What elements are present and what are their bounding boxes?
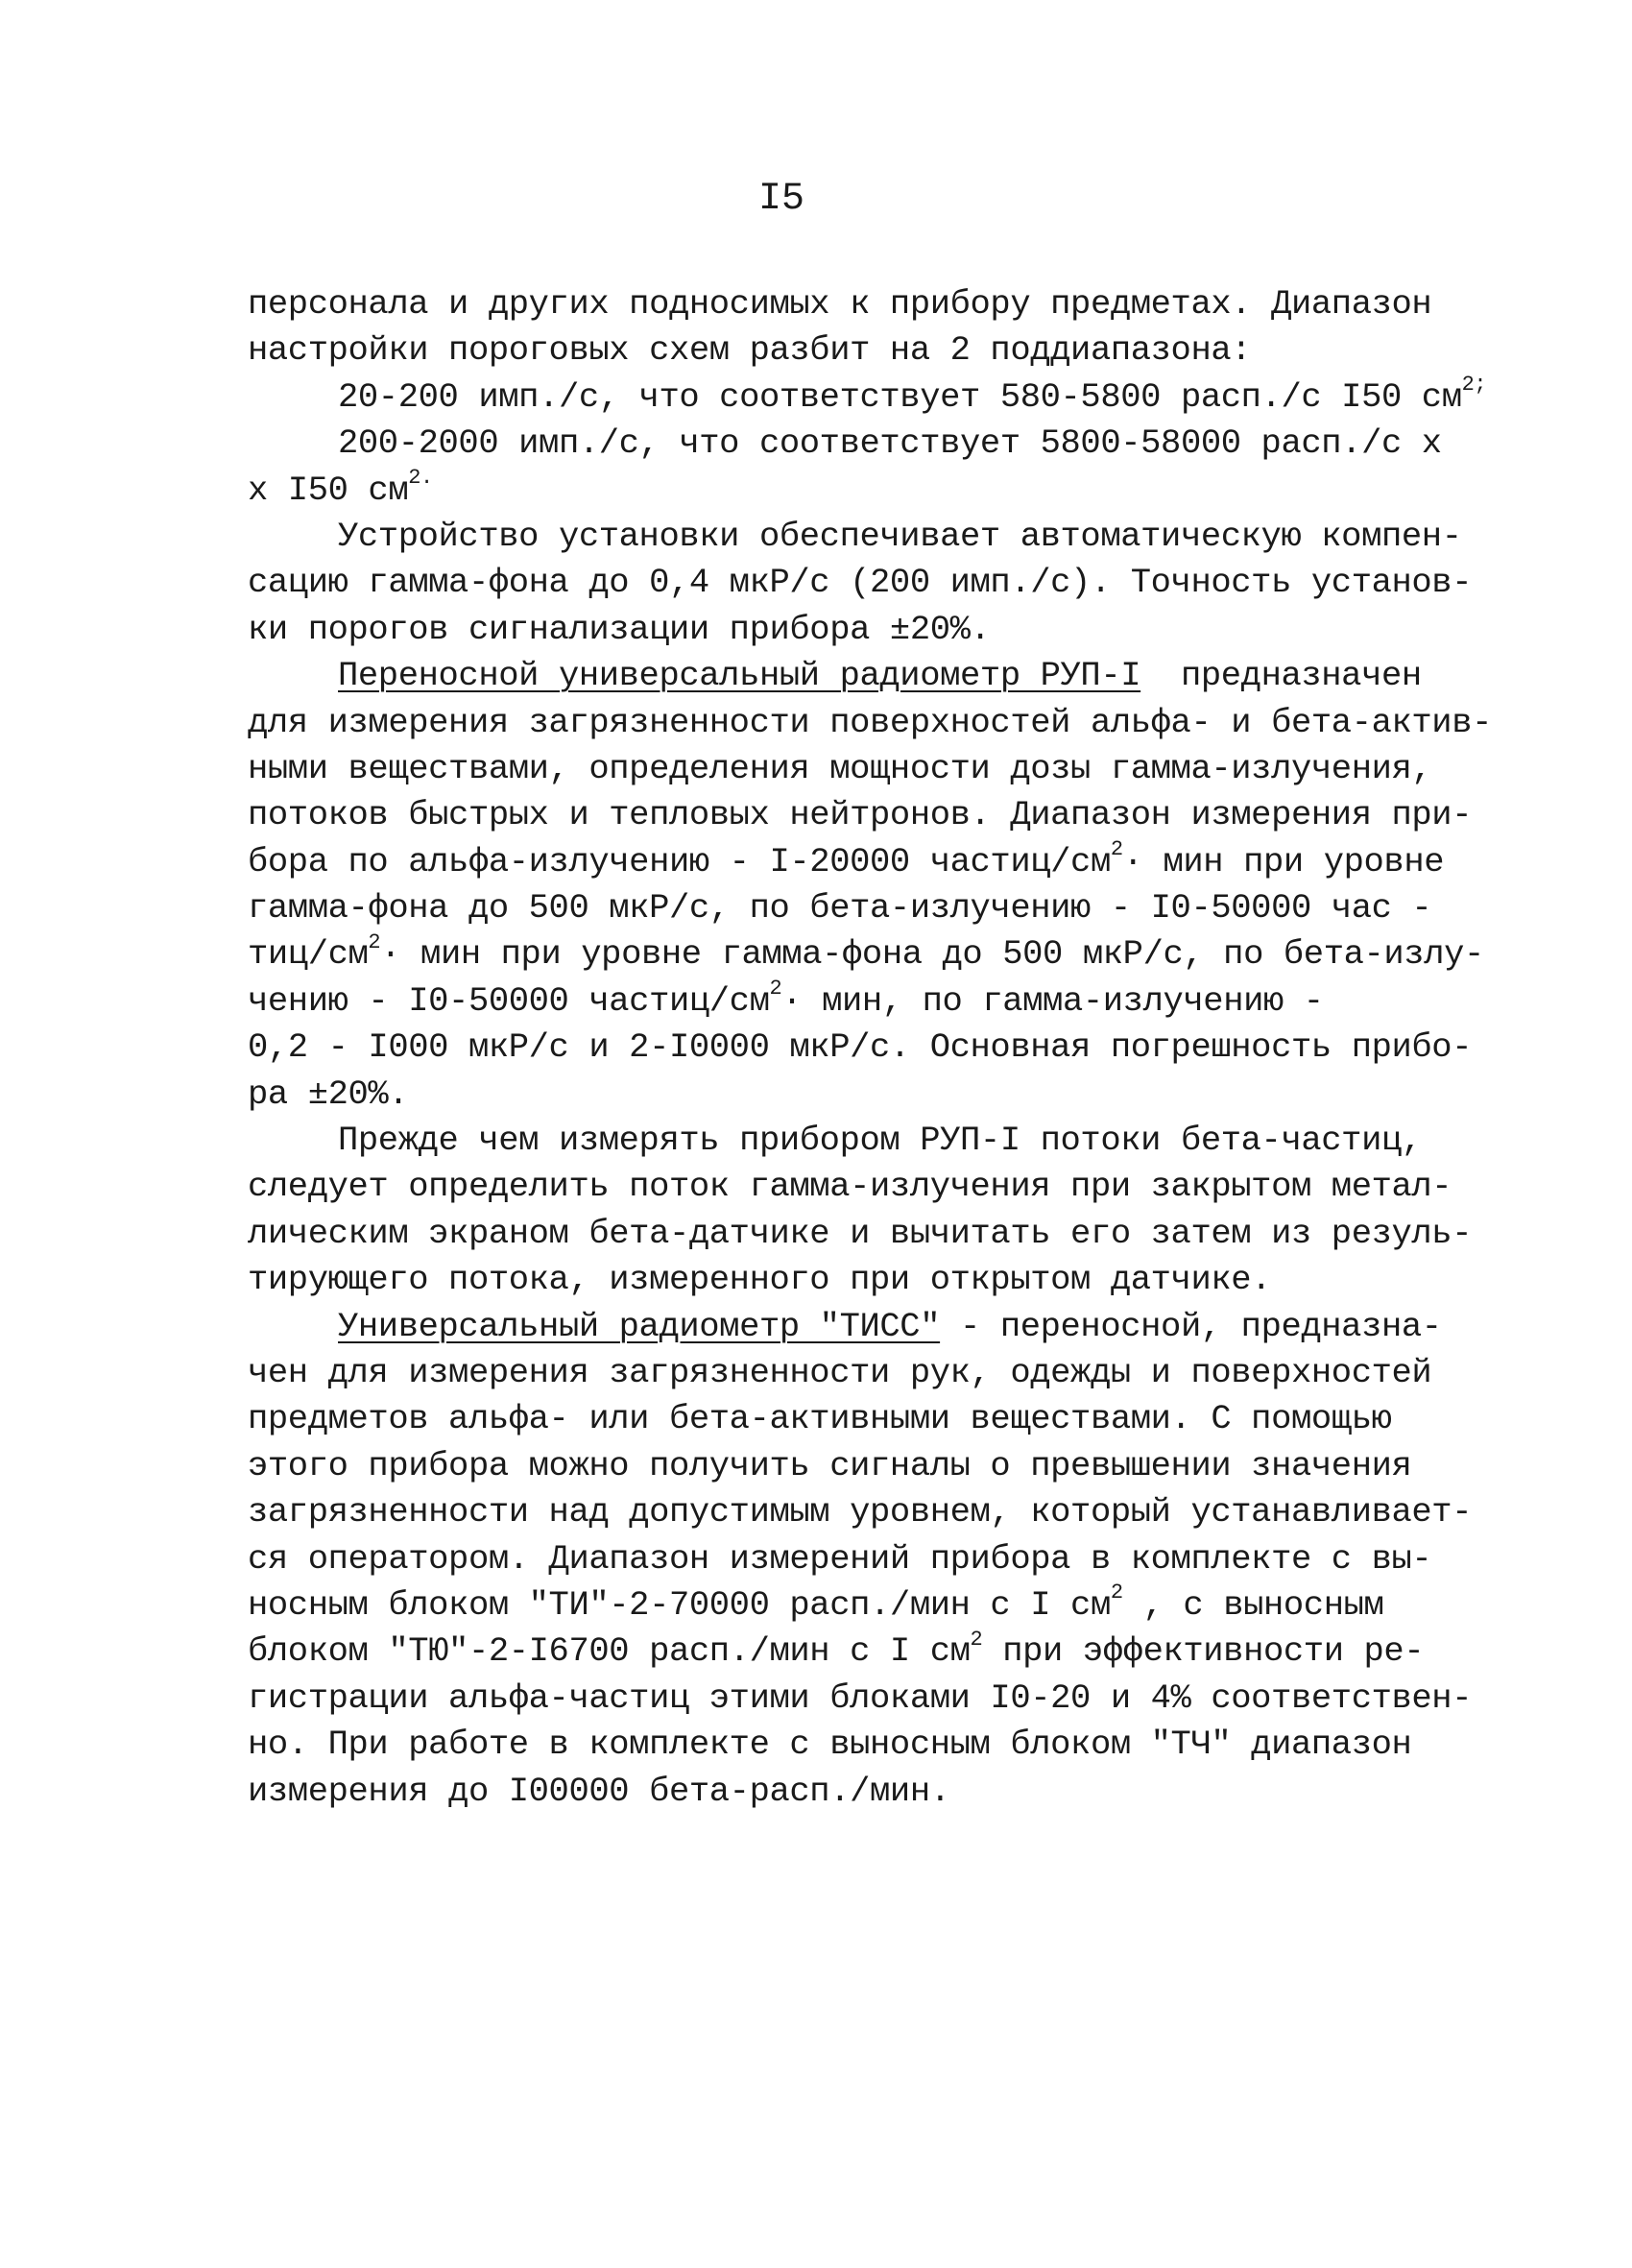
- text-line: сацию гамма-фона до 0,4 мкР/с (200 имп./с). Точность установ-: [248, 563, 1473, 603]
- text-line: лическим экраном бета-датчике и вычитать его затем из резуль-: [248, 1213, 1473, 1253]
- text-line: следует определить поток гамма-излучения при закрытом метал-: [248, 1167, 1452, 1207]
- section-heading-rup1: Переносной универсальный радиометр РУП-I: [338, 656, 1141, 696]
- superscript: 2: [769, 977, 782, 1001]
- text-line: тиц/$см^2\cdot$ мин при уровне гамма-фона до 500 мкР/с, по бета-излу-: [248, 929, 1484, 975]
- text-line: 0,2 - I000 мкР/с и 2-I0000 мкР/с. Основная погрешность прибо-: [248, 1027, 1473, 1068]
- superscript: 2.: [408, 465, 433, 490]
- text-line: ся оператором. Диапазон измерений прибора в комплекте с вы-: [248, 1538, 1432, 1579]
- text-line: ра ±20%.: [248, 1074, 409, 1114]
- body-text: [248, 281, 1493, 1815]
- text-line: чению - I0-50000 частиц/$см^2\cdot$ мин, по гамма-излучению -: [248, 977, 1324, 1021]
- text-line: Устройство установки обеспечивает автоматическую компен-: [338, 516, 1462, 556]
- text-line: носным блоком "ТИ"-2-70000 расп./мин с I $см^2$ , с выносным: [248, 1580, 1384, 1625]
- text-line: блоком "ТЮ"-2-I6700 расп./мин с I $см^2$ при эффективности ре-: [248, 1627, 1425, 1672]
- text-line: гамма-фона до 500 мкР/с, по бета-излучению - I0-50000 час -: [248, 888, 1432, 929]
- text-line: 200-2000 имп./с, что соответствует 5800-58000 расп./с х: [338, 423, 1442, 464]
- text-line: но. При работе в комплекте с выносным блоком "ТЧ" диапазон: [248, 1725, 1412, 1765]
- text-line: гистрации альфа-частиц этими блоками I0-20 и 4% соответствен-: [248, 1677, 1473, 1718]
- text-line: чен для измерения загрязненности рук, одежды и поверхностей: [248, 1352, 1432, 1392]
- text-line: предметов альфа- или бета-активными веществами. С помощью: [248, 1399, 1392, 1439]
- superscript: 2;: [1461, 372, 1487, 397]
- text-line: загрязненности над допустимым уровнем, который устанавливает-: [248, 1492, 1473, 1532]
- text-line: измерения до I00000 бета-расп./мин.: [248, 1771, 950, 1811]
- superscript: 2: [1110, 836, 1123, 861]
- text-line: настройки пороговых схем разбит на 2 поддиапазона:: [248, 330, 1252, 371]
- text-line: этого прибора можно получить сигналы о превышении значения: [248, 1445, 1412, 1485]
- text-line: ки порогов сигнализации прибора ±20%.: [248, 609, 991, 649]
- text-line: ными веществами, определения мощности дозы гамма-излучения,: [248, 748, 1432, 788]
- text-line: х I50 $см^{2.}$: [248, 465, 433, 510]
- superscript: 2: [368, 929, 381, 954]
- text-line: тирующего потока, измеренного при открытом датчике.: [248, 1260, 1272, 1300]
- superscript: 2: [970, 1627, 983, 1652]
- text-line: Универсальный радиометр "ТИСС" - переносной, предназна-: [338, 1306, 1442, 1346]
- text-line: потоков быстрых и тепловых нейтронов. Диапазон измерения при-: [248, 795, 1473, 835]
- text-line: для измерения загрязненности поверхностей альфа- и бета-актив-: [248, 702, 1493, 742]
- text-line: 20-200 имп./с, что соответствует 580-5800 расп./с I50 $см^{2;}$: [338, 372, 1487, 417]
- text-line: персонала и других подносимых к прибору предметах. Диапазон: [248, 284, 1432, 324]
- superscript: 2: [1110, 1580, 1123, 1605]
- text-line: Переносной универсальный радиометр РУП-I предназначен: [338, 656, 1422, 696]
- text-line: бора по альфа-излучению - I-20000 частиц/$см^2\cdot$ мин при уровне: [248, 836, 1445, 881]
- text-line: Прежде чем измерять прибором РУП-I потоки бета-частиц,: [338, 1121, 1422, 1161]
- page-number: I5: [758, 178, 805, 221]
- section-heading-tiss: Универсальный радиометр "ТИСС": [338, 1306, 941, 1346]
